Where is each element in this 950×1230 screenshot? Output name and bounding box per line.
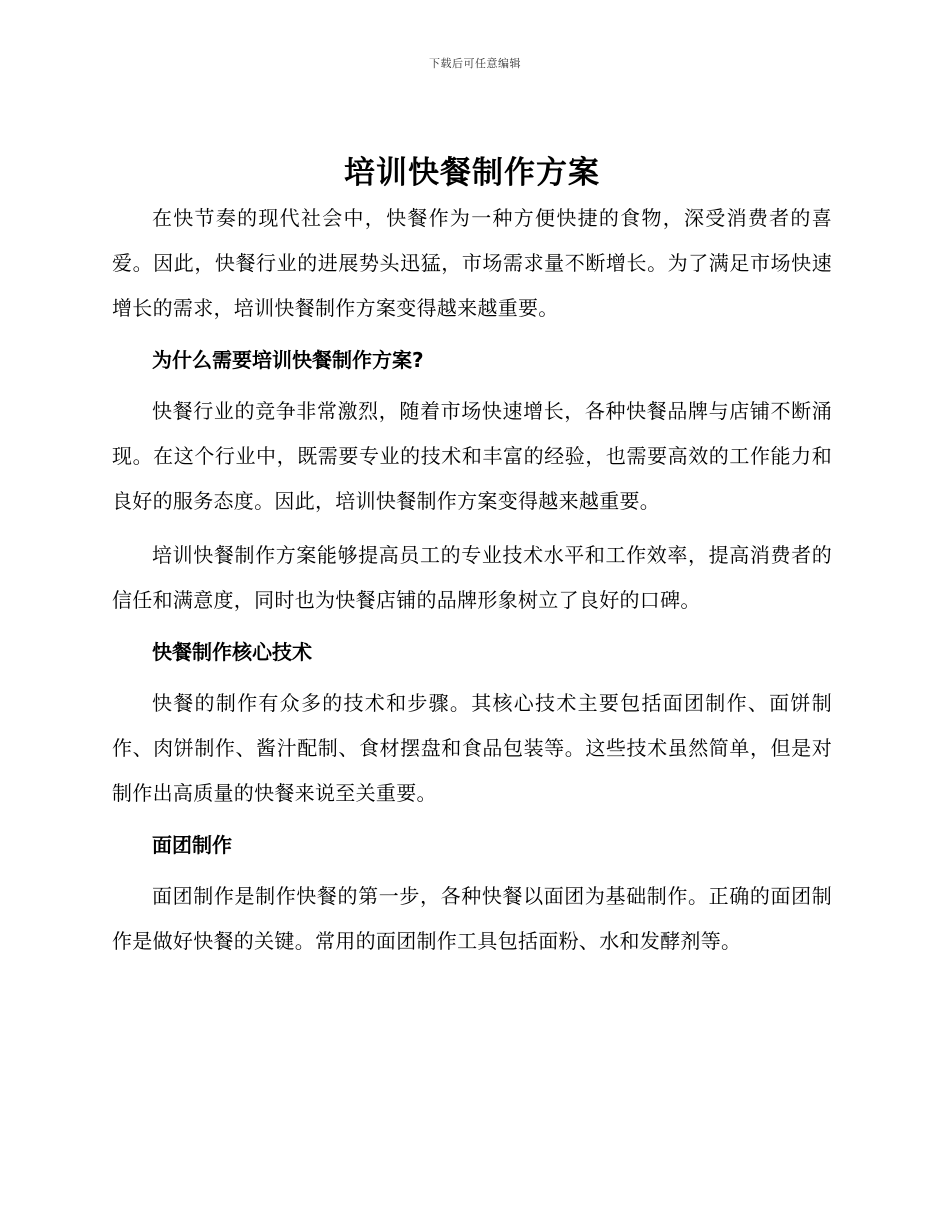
intro-paragraph: 在快节奏的现代社会中，快餐作为一种方便快捷的食物，深受消费者的喜爱。因此，快餐行业的进展势头迅猛，市场需求量不断增长。为了满足市场快速增长的需求，培训快餐制作方案变得越来越重要。 [112, 206, 832, 320]
document-body [112, 150, 832, 964]
why-paragraph-2: 培训快餐制作方案能够提高员工的专业技术水平和工作效率，提高消费者的信任和满意度，同时也为快餐店铺的品牌形象树立了良好的口碑。 [112, 543, 832, 612]
section-heading-why: 为什么需要培训快餐制作方案? [152, 348, 424, 372]
header-note: 下载后可任意编辑 [429, 57, 521, 70]
why-paragraph-1: 快餐行业的竞争非常激烈，随着市场快速增长，各种快餐品牌与店铺不断涌现。在这个行业中，既需要专业的技术和丰富的经验，也需要高效的工作能力和良好的服务态度。因此，培训快餐制作方案变得越来越重要。 [112, 399, 832, 513]
dough-paragraph: 面团制作是制作快餐的第一步，各种快餐以面团为基础制作。正确的面团制作是做好快餐的关键。常用的面团制作工具包括面粉、水和发酵剂等。 [112, 884, 832, 953]
section-heading-dough: 面团制作 [152, 833, 232, 857]
section-heading-core-tech: 快餐制作核心技术 [152, 640, 312, 664]
document-title: 培训快餐制作方案 [344, 155, 600, 191]
core-tech-paragraph: 快餐的制作有众多的技术和步骤。其核心技术主要包括面团制作、面饼制作、肉饼制作、酱汁配制、食材摆盘和食品包装等。这些技术虽然简单，但是对制作出高质量的快餐来说至关重要。 [112, 691, 832, 805]
